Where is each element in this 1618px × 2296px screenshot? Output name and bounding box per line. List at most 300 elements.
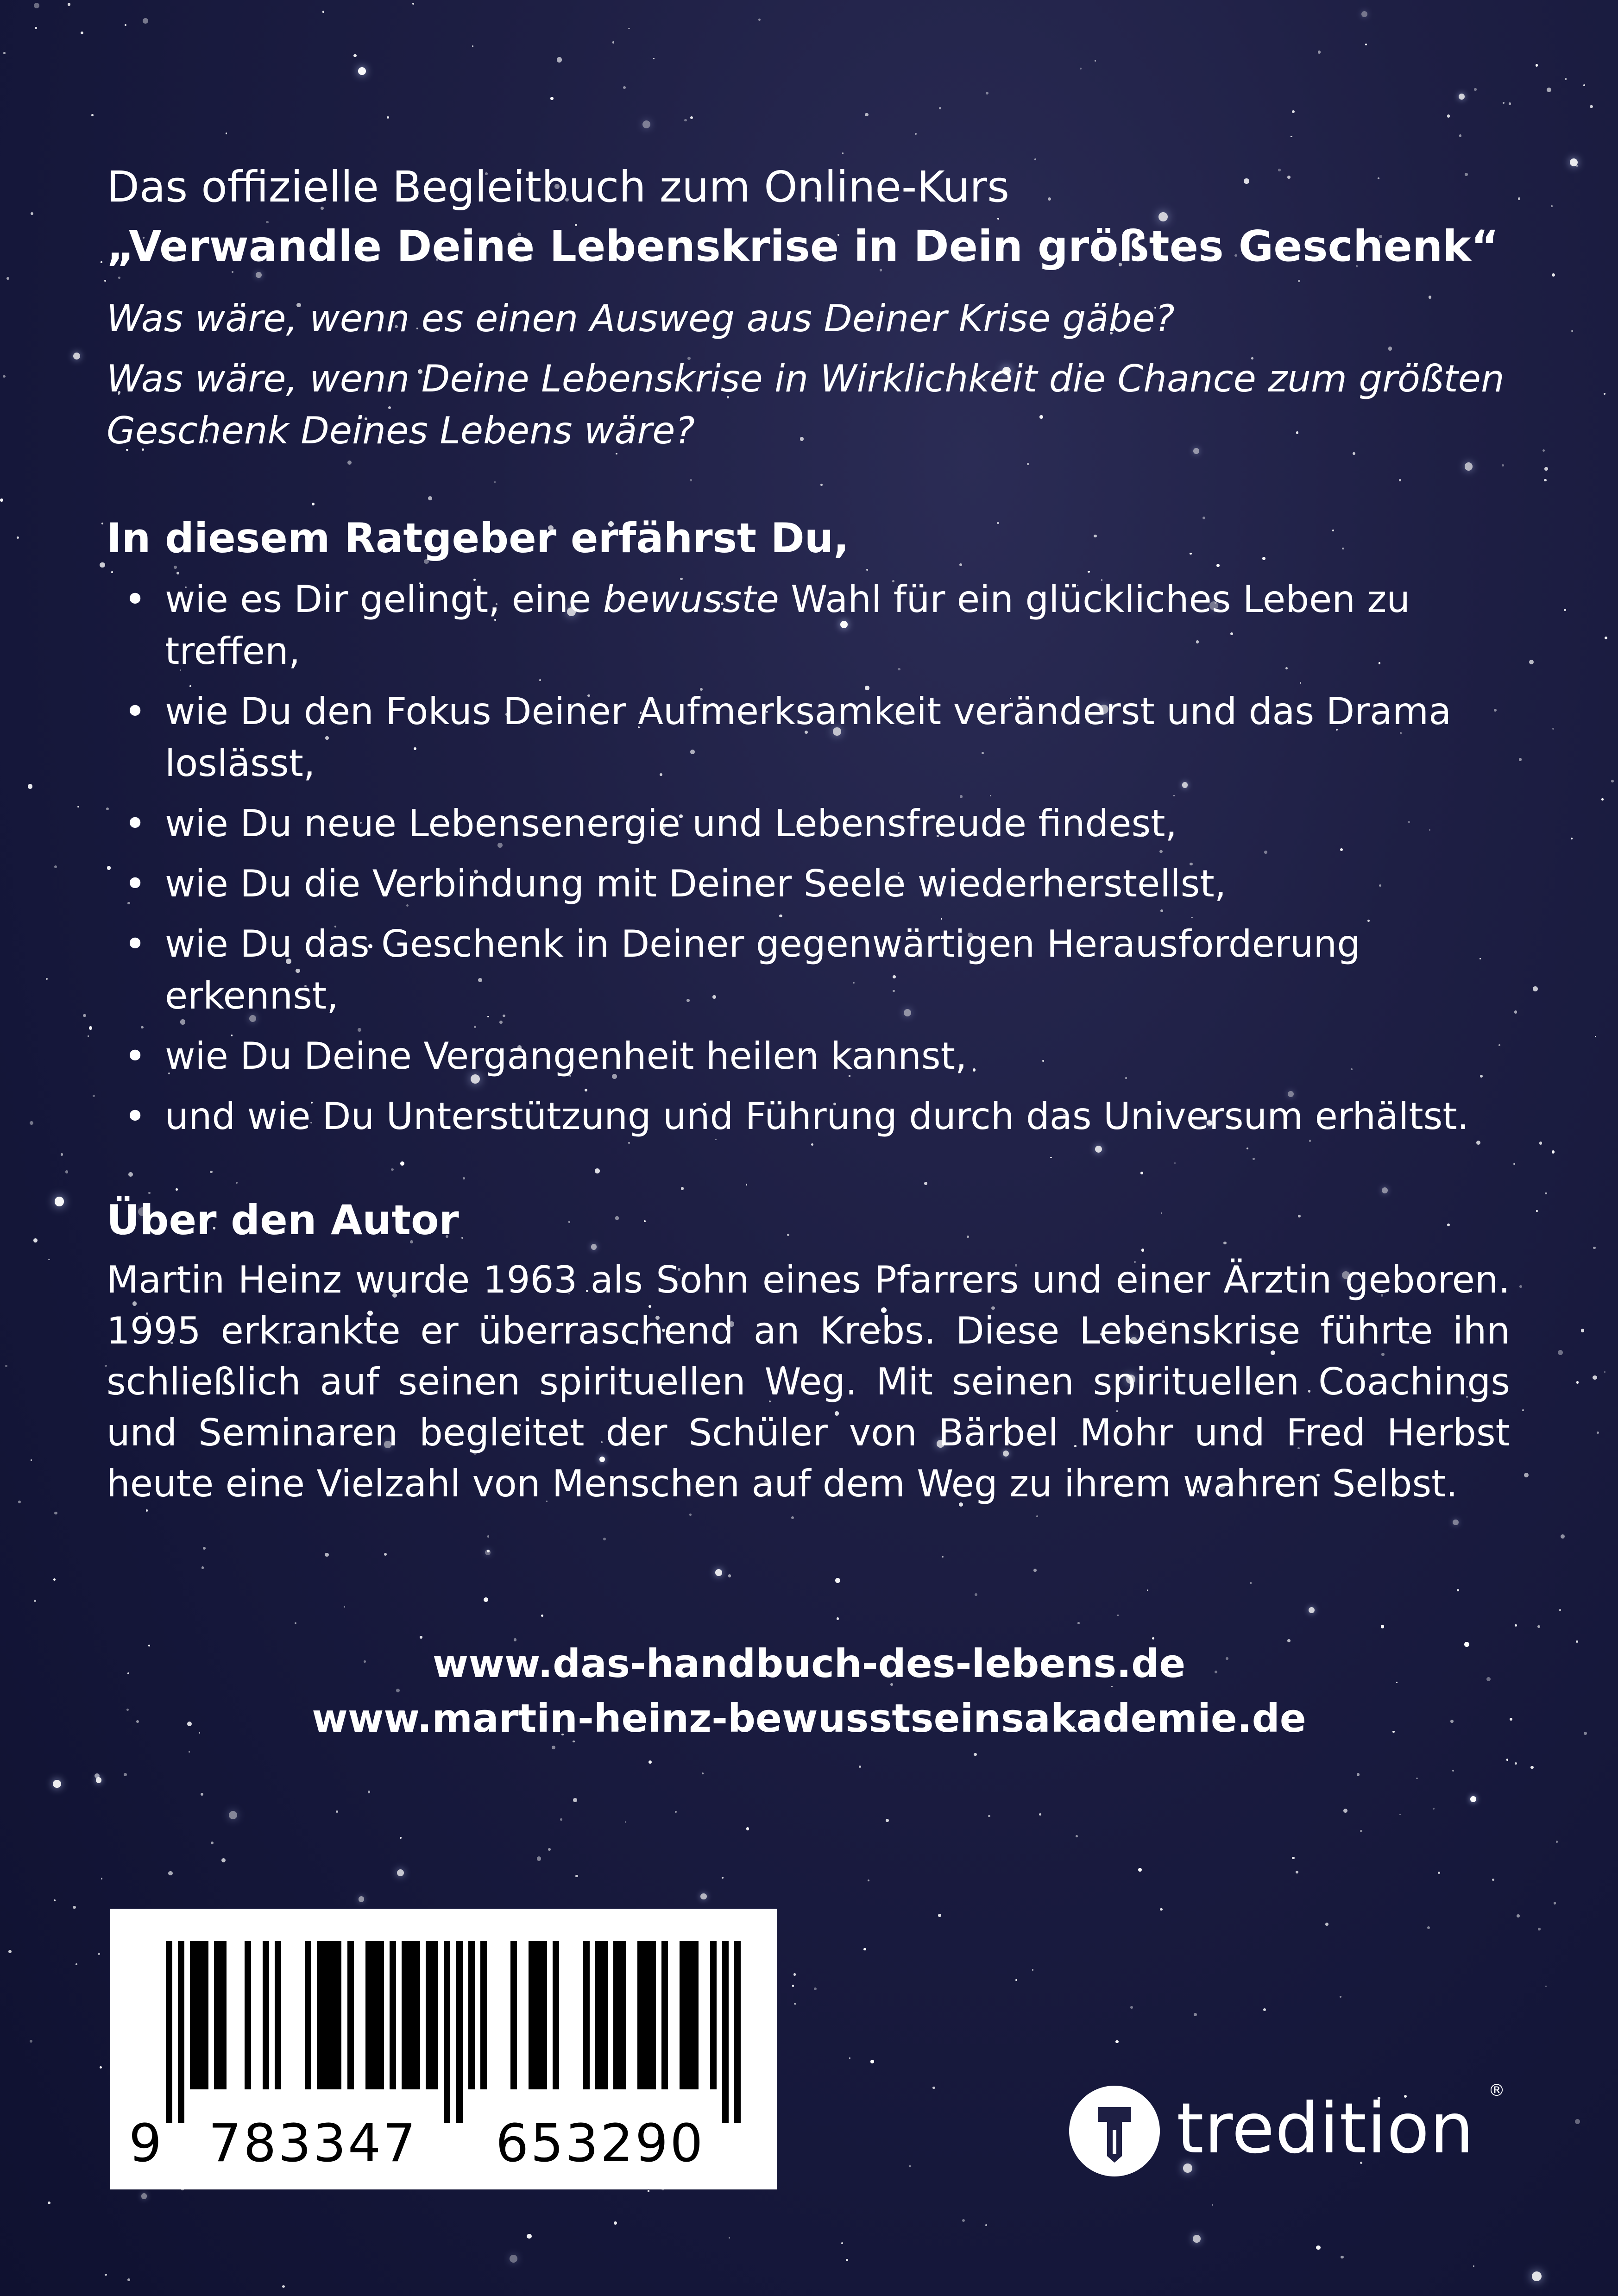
star xyxy=(560,1818,562,1820)
star xyxy=(1583,84,1585,86)
star xyxy=(221,1858,226,1862)
barcode-bar xyxy=(196,1941,202,2089)
star xyxy=(1343,1809,1347,1813)
star xyxy=(1459,134,1461,137)
star xyxy=(859,1766,861,1768)
star xyxy=(141,2193,147,2199)
star xyxy=(1032,1969,1033,1970)
star xyxy=(1341,2256,1343,2258)
registered-mark: ® xyxy=(1488,2081,1505,2100)
barcode-bar xyxy=(365,1941,372,2089)
question-1: Was wäre, wenn es einen Ausweg aus Deiner Krise gäbe? xyxy=(107,297,1175,340)
star xyxy=(1117,1615,1119,1616)
star xyxy=(1581,1329,1585,1332)
star xyxy=(1193,2235,1200,2242)
star xyxy=(1544,467,1548,471)
star xyxy=(46,978,48,980)
star xyxy=(96,1777,102,1783)
star xyxy=(105,2274,107,2276)
star xyxy=(282,2285,285,2288)
star xyxy=(625,1821,626,1823)
star xyxy=(472,45,474,47)
star xyxy=(1529,660,1534,665)
barcode-bar xyxy=(317,1941,323,2089)
star xyxy=(384,1553,387,1556)
star xyxy=(689,1514,692,1516)
star xyxy=(1524,1473,1529,1477)
barcode-bar xyxy=(456,1941,463,2123)
star xyxy=(1360,1830,1362,1832)
star xyxy=(1519,758,1522,761)
barcode-bar xyxy=(710,1941,717,2089)
star xyxy=(1361,11,1367,17)
star xyxy=(1552,273,1555,277)
star xyxy=(1459,94,1465,100)
star xyxy=(1552,728,1554,730)
star xyxy=(17,536,19,539)
star xyxy=(985,2224,987,2226)
barcode-bar xyxy=(583,1941,590,2089)
barcode-bar xyxy=(275,1941,281,2089)
barcode-bar xyxy=(595,1941,602,2089)
star xyxy=(1554,1902,1556,1905)
star xyxy=(1457,1589,1459,1591)
publisher-logo xyxy=(1069,2081,1523,2183)
list-item: • wie Du die Verbindung mit Deiner Seele wiederherstellst, xyxy=(107,858,1510,910)
star xyxy=(1474,88,1476,90)
star xyxy=(1571,838,1573,839)
star xyxy=(1547,88,1551,92)
star xyxy=(527,2234,531,2239)
star xyxy=(368,1791,370,1793)
website-link-1[interactable]: www.das-handbuch-des-lebens.de xyxy=(432,1641,1186,1686)
star xyxy=(1263,2008,1266,2011)
star xyxy=(715,1569,722,1576)
star xyxy=(1292,110,1295,113)
star xyxy=(211,1842,214,1844)
star xyxy=(1506,1759,1508,1760)
star xyxy=(552,1746,555,1749)
barcode-bar xyxy=(722,1941,729,2123)
star xyxy=(0,498,3,502)
barcode-bar xyxy=(734,1941,741,2123)
star xyxy=(541,1615,543,1617)
star xyxy=(1556,1841,1558,1842)
star xyxy=(226,132,227,134)
star xyxy=(1558,1350,1563,1355)
list-item-text-before: wie es Dir gelingt, eine xyxy=(165,578,603,621)
star xyxy=(484,1597,489,1602)
star xyxy=(573,1798,577,1802)
star xyxy=(1147,1590,1148,1591)
website-link-2[interactable]: www.martin-heinz-bewusstseinsakademie.de xyxy=(312,1696,1306,1741)
barcode-bar xyxy=(263,1941,269,2089)
barcode-bar xyxy=(245,1941,251,2089)
star xyxy=(1515,1624,1517,1627)
barcode-bar xyxy=(680,1941,686,2089)
star xyxy=(400,1837,402,1839)
publisher-logo-icon xyxy=(1069,2086,1160,2176)
star xyxy=(397,1869,404,1877)
star xyxy=(1514,1010,1517,1014)
star xyxy=(353,54,357,57)
star xyxy=(974,1753,976,1756)
star xyxy=(575,1875,578,1878)
star xyxy=(31,1459,32,1461)
star xyxy=(841,2242,843,2244)
star xyxy=(104,280,106,282)
star xyxy=(18,1501,21,1503)
barcode-bar xyxy=(649,1941,656,2089)
star xyxy=(1575,2119,1580,2124)
star xyxy=(53,1578,56,1581)
barcode-bar xyxy=(444,1941,450,2123)
star xyxy=(1593,1247,1595,1249)
star xyxy=(1325,1923,1328,1926)
star xyxy=(863,1948,866,1951)
star xyxy=(91,114,94,116)
star xyxy=(1033,1569,1037,1572)
star xyxy=(675,1811,677,1813)
star xyxy=(76,1963,77,1965)
barcode-bar xyxy=(686,1941,693,2089)
star xyxy=(100,562,105,568)
star xyxy=(1291,136,1292,137)
star xyxy=(65,1170,69,1173)
star xyxy=(485,1550,491,1555)
star xyxy=(1518,197,1520,200)
list-item: • und wie Du Unterstützung und Führung durch das Universum erhältst. xyxy=(107,1091,1510,1142)
star xyxy=(125,24,126,26)
star xyxy=(814,1987,817,1990)
barcode-bar xyxy=(541,1941,547,2089)
course-title: „Verwandle Deine Lebenskrise in Dein größtes Geschenk“ xyxy=(107,221,1499,271)
star xyxy=(915,133,917,135)
author-bio: Martin Heinz wurde 1963 als Sohn eines Pfarrers und einer Ärztin geboren. 1995 erkrankte er überraschend an Krebs. Diese Lebenskrise führte ihn schließlich auf seinen spirituellen Weg. Mit seinen spirituellen Coachings und Seminaren begleitet der Schüler von Bärbel Mohr und Fred Herbst heute eine Vielzahl von Menschen auf dem Weg zu ihrem wahren Selbst. xyxy=(107,1258,1510,1505)
star xyxy=(792,1985,794,1987)
star xyxy=(1533,986,1538,991)
star xyxy=(89,1026,93,1030)
star xyxy=(100,2066,102,2069)
star xyxy=(1590,105,1593,108)
list-item-emphasis: bewusste xyxy=(603,578,779,621)
star xyxy=(1519,1285,1522,1288)
star xyxy=(1212,2204,1213,2206)
star xyxy=(81,32,83,34)
star xyxy=(48,1259,50,1261)
barcode-bar xyxy=(402,1941,408,2089)
barcode-bar xyxy=(178,1941,184,2123)
star xyxy=(1433,1808,1435,1810)
star xyxy=(653,58,655,59)
star xyxy=(1427,1926,1430,1929)
tree-icon xyxy=(1069,2086,1160,2176)
star xyxy=(623,86,626,89)
barcode-bar xyxy=(329,1941,335,2089)
star xyxy=(746,1827,749,1830)
author-heading: Über den Autor xyxy=(107,1196,459,1244)
star xyxy=(1565,78,1567,80)
star xyxy=(387,116,390,119)
star xyxy=(865,113,869,117)
star xyxy=(1559,1609,1561,1611)
star xyxy=(942,1556,944,1558)
barcode-bar xyxy=(661,1941,668,2089)
star xyxy=(54,1512,57,1515)
star xyxy=(648,1760,652,1764)
star xyxy=(1138,1868,1142,1872)
star xyxy=(1160,1908,1162,1911)
star xyxy=(412,3,414,5)
star xyxy=(1551,205,1552,207)
star xyxy=(628,28,630,29)
star xyxy=(1452,1770,1454,1772)
star xyxy=(986,92,988,95)
star xyxy=(1539,1142,1542,1144)
star xyxy=(642,120,650,128)
star xyxy=(1076,1835,1078,1837)
barcode-bar xyxy=(323,1941,329,2089)
star xyxy=(127,2278,130,2281)
star xyxy=(1470,1796,1476,1802)
barcode-bar xyxy=(426,1941,432,2089)
star xyxy=(1509,102,1511,105)
star xyxy=(886,1819,889,1822)
star xyxy=(909,2165,911,2167)
barcode-bar xyxy=(643,1941,650,2089)
star xyxy=(1316,2246,1320,2250)
barcode-left-digits: 783347 xyxy=(208,2113,418,2174)
star xyxy=(1296,1871,1298,1873)
star xyxy=(143,18,148,24)
star xyxy=(358,67,366,75)
star xyxy=(557,57,562,63)
star xyxy=(1605,637,1607,639)
star xyxy=(203,1547,206,1550)
star xyxy=(1292,1857,1294,1859)
star xyxy=(1532,2271,1542,2281)
star xyxy=(1604,393,1605,395)
star xyxy=(550,97,554,100)
star xyxy=(1601,798,1604,801)
barcode-bar xyxy=(480,1941,487,2089)
star xyxy=(1453,1520,1458,1525)
star xyxy=(1115,2040,1119,2044)
star xyxy=(1536,1210,1538,1212)
isbn-barcode xyxy=(110,1909,777,2189)
star xyxy=(73,353,80,360)
star xyxy=(1515,1762,1517,1765)
star xyxy=(1036,1515,1038,1517)
star xyxy=(722,1877,724,1879)
star xyxy=(868,1880,870,1882)
star xyxy=(1561,1534,1565,1539)
star xyxy=(1039,1813,1042,1816)
star xyxy=(702,1772,704,1774)
publisher-name: tredition xyxy=(1177,2088,1474,2169)
star xyxy=(1416,1778,1418,1779)
star xyxy=(700,1893,706,1899)
barcode-bar xyxy=(692,1941,699,2089)
star xyxy=(1077,1622,1080,1624)
star xyxy=(837,1617,839,1620)
barcode-bar xyxy=(202,1941,208,2089)
star xyxy=(88,1035,89,1037)
star xyxy=(1130,2006,1133,2009)
star xyxy=(1492,1879,1494,1881)
star xyxy=(201,1566,204,1569)
barcode-bar xyxy=(553,1941,559,2089)
star xyxy=(53,1780,61,1788)
star xyxy=(73,1906,76,1909)
star xyxy=(3,375,5,378)
star xyxy=(101,261,102,263)
barcode-bar xyxy=(414,1941,420,2089)
star xyxy=(83,1014,86,1017)
star xyxy=(1015,1979,1017,1981)
barcode-bar xyxy=(190,1941,196,2089)
star xyxy=(988,1815,990,1817)
star xyxy=(1447,114,1450,117)
star xyxy=(1604,1371,1605,1373)
star xyxy=(189,1751,190,1753)
barcode-right-digits: 653290 xyxy=(496,2113,705,2174)
star xyxy=(1545,1986,1547,1987)
star xyxy=(101,523,103,524)
star xyxy=(33,1238,38,1243)
barcode-bar xyxy=(529,1941,535,2089)
barcode-bar xyxy=(305,1941,311,2089)
star xyxy=(201,1793,203,1796)
star xyxy=(68,3,70,6)
star xyxy=(487,1535,490,1538)
star xyxy=(1438,1872,1440,1874)
barcode-bar xyxy=(390,1941,396,2089)
star xyxy=(932,2087,935,2089)
barcode-bar xyxy=(371,1941,378,2089)
star xyxy=(1576,165,1578,167)
barcode-bar xyxy=(220,1941,227,2089)
star xyxy=(794,2003,796,2005)
star xyxy=(3,52,6,54)
star xyxy=(835,1578,841,1583)
star xyxy=(30,1121,33,1125)
advice-list xyxy=(107,574,1510,1142)
star xyxy=(728,1574,731,1577)
list-item xyxy=(107,574,1510,677)
star xyxy=(98,1953,100,1955)
list-item: • wie Du Deine Vergangenheit heilen kannst, xyxy=(107,1030,1510,1082)
star xyxy=(962,2219,965,2222)
barcode-bar xyxy=(468,1941,475,2089)
star xyxy=(849,2057,851,2059)
barcode-bar xyxy=(535,1941,541,2089)
star xyxy=(1309,1607,1315,1613)
intro-line: Das offizielle Begleitbuch zum Online-Kurs xyxy=(107,162,1010,212)
star xyxy=(336,1810,338,1813)
star xyxy=(1357,1773,1360,1776)
star xyxy=(1542,449,1545,452)
barcode-bar xyxy=(432,1941,438,2089)
star xyxy=(648,2190,649,2192)
star xyxy=(846,2259,848,2261)
star xyxy=(30,2040,32,2043)
star xyxy=(1595,1036,1596,1037)
list-item-text-after: Wahl für ein glückliches Leben zu treffen, xyxy=(165,578,1410,673)
star xyxy=(842,152,844,154)
star xyxy=(124,1773,127,1776)
star xyxy=(28,784,32,788)
star xyxy=(1381,1625,1385,1628)
star xyxy=(537,1856,541,1861)
star xyxy=(870,2060,874,2063)
star xyxy=(146,1509,148,1512)
star xyxy=(1095,60,1096,61)
star xyxy=(1538,1928,1540,1930)
star xyxy=(54,1899,56,1901)
star xyxy=(1522,1409,1524,1411)
star xyxy=(61,1153,63,1156)
barcode-bar xyxy=(214,1941,220,2089)
star xyxy=(1593,1375,1597,1380)
barcode-bar xyxy=(378,1941,384,2089)
list-item: • wie Du das Geschenk in Deiner gegenwärtigen Herausforderung erkennst, xyxy=(107,918,1510,1022)
star xyxy=(1503,102,1505,104)
question-2: Was wäre, wenn Deine Lebenskrise in Wirklichkeit die Chance zum größten Geschenk Deines Lebens wäre? xyxy=(107,357,1505,452)
star xyxy=(684,119,687,122)
star xyxy=(35,27,37,29)
star xyxy=(77,806,79,808)
star xyxy=(1080,68,1082,69)
star xyxy=(758,19,761,21)
star xyxy=(1250,1582,1252,1584)
star xyxy=(1544,479,1547,482)
star xyxy=(344,1606,345,1607)
list-item: • wie Du den Fokus Deiner Aufmerksamkeit veränderst und das Drama loslässt, xyxy=(107,686,1510,789)
star xyxy=(295,1622,296,1624)
star xyxy=(612,41,615,44)
barcode-bar xyxy=(619,1941,626,2089)
star xyxy=(1530,1766,1533,1769)
barcode-bar xyxy=(601,1941,608,2089)
barcode-bar xyxy=(347,1941,354,2089)
star xyxy=(1552,1150,1555,1154)
star xyxy=(5,1365,7,1367)
star xyxy=(101,1878,102,1879)
star xyxy=(31,212,33,215)
star xyxy=(229,1811,237,1819)
star xyxy=(690,116,693,119)
advice-heading: In diesem Ratgeber erfährst Du, xyxy=(107,514,849,562)
star xyxy=(729,2237,730,2239)
star xyxy=(1545,1192,1547,1194)
back-cover-text xyxy=(107,158,1510,1509)
star xyxy=(6,277,9,280)
star xyxy=(1517,1914,1520,1918)
star xyxy=(548,1848,551,1851)
star xyxy=(1340,1996,1341,1998)
star xyxy=(938,1914,941,1917)
star xyxy=(48,2201,50,2204)
star xyxy=(55,1197,64,1206)
star xyxy=(1576,1381,1579,1383)
star xyxy=(8,1950,12,1953)
star xyxy=(975,1593,978,1596)
star xyxy=(1537,1625,1540,1628)
star xyxy=(614,2221,617,2225)
star xyxy=(1318,50,1321,54)
star xyxy=(1194,2013,1197,2016)
